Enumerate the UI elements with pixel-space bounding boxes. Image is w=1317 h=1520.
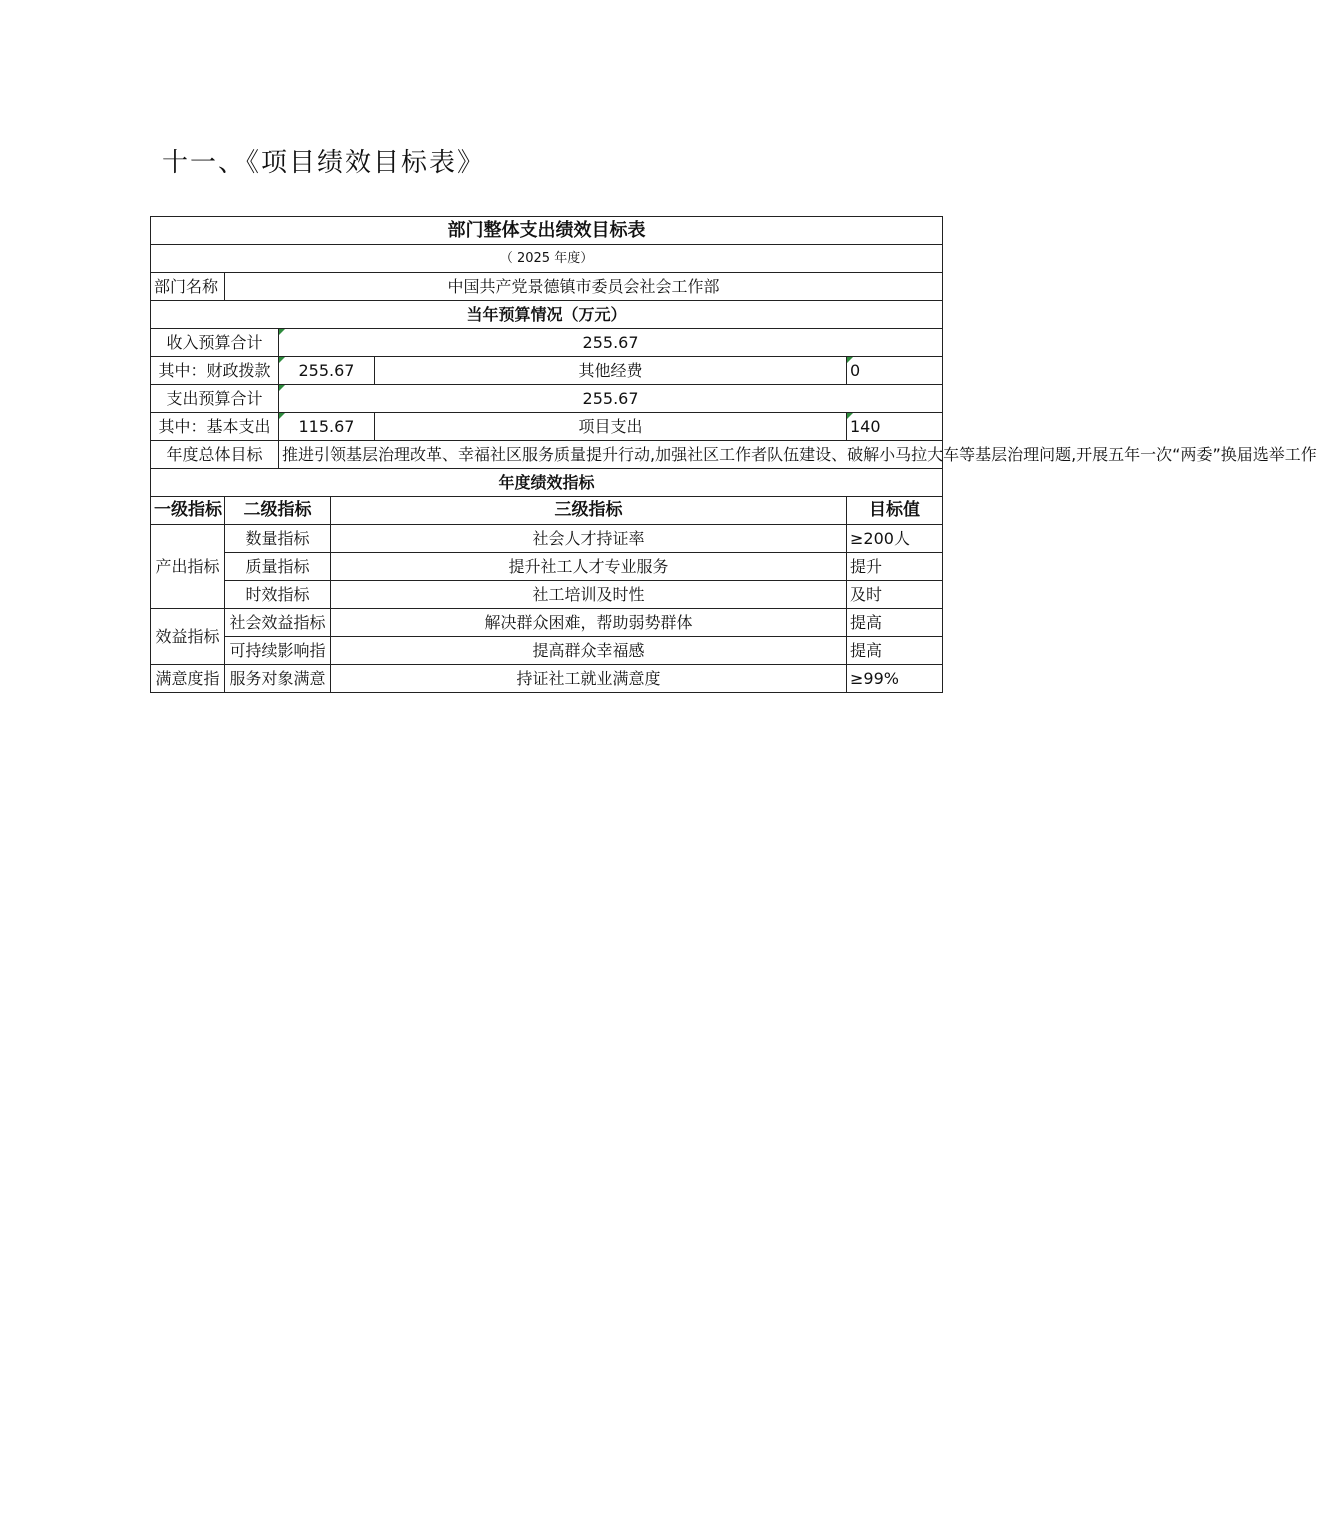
table-title: 部门整体支出绩效目标表 [151, 217, 943, 245]
level1-cell: 效益指标 [151, 609, 225, 665]
table-year: （ 2025 年度） [151, 245, 943, 273]
expense-total-label: 支出预算合计 [151, 385, 279, 413]
dept-name: 中国共产党景德镇市委员会社会工作部 [225, 273, 943, 301]
level2-cell: 数量指标 [225, 525, 331, 553]
target-cell: ≥200人 [847, 525, 943, 553]
level2-cell: 可持续影响指 [225, 637, 331, 665]
expense-total-value: 255.67 [279, 385, 943, 413]
section-heading: 十一、《项目绩效目标表》 [162, 148, 486, 178]
other-label: 其他经费 [375, 357, 847, 385]
income-total-label: 收入预算合计 [151, 329, 279, 357]
level2-cell: 质量指标 [225, 553, 331, 581]
level1-cell: 产出指标 [151, 525, 225, 609]
col-level3: 三级指标 [331, 497, 847, 525]
indicators-header: 年度绩效指标 [151, 469, 943, 497]
table-row [151, 581, 943, 609]
level3-cell: 社会人才持证率 [331, 525, 847, 553]
level2-cell: 服务对象满意 [225, 665, 331, 693]
target-cell: ≥99% [847, 665, 943, 693]
target-cell: 及时 [847, 581, 943, 609]
level3-cell: 持证社工就业满意度 [331, 665, 847, 693]
income-total-value: 255.67 [279, 329, 943, 357]
target-cell: 提高 [847, 609, 943, 637]
budget-header: 当年预算情况（万元） [151, 301, 943, 329]
goal-label: 年度总体目标 [151, 441, 279, 469]
target-cell: 提高 [847, 637, 943, 665]
level2-cell: 时效指标 [225, 581, 331, 609]
col-level2: 二级指标 [225, 497, 331, 525]
level3-cell: 提升社工人才专业服务 [331, 553, 847, 581]
col-level1: 一级指标 [151, 497, 225, 525]
basic-label: 其中：基本支出 [151, 413, 279, 441]
table-row [151, 637, 943, 665]
level1-cell: 满意度指 [151, 665, 225, 693]
table-row [151, 609, 943, 637]
target-cell: 提升 [847, 553, 943, 581]
table-row [151, 665, 943, 693]
other-value: 0 [847, 357, 943, 385]
table-row [151, 553, 943, 581]
level3-cell: 社工培训及时性 [331, 581, 847, 609]
project-value: 140 [847, 413, 943, 441]
basic-value: 115.67 [279, 413, 375, 441]
level2-cell: 社会效益指标 [225, 609, 331, 637]
project-label: 项目支出 [375, 413, 847, 441]
fiscal-label: 其中：财政拨款 [151, 357, 279, 385]
table-row [151, 525, 943, 553]
fiscal-value: 255.67 [279, 357, 375, 385]
goal-text: 推进引领基层治理改革、幸福社区服务质量提升行动,加强社区工作者队伍建设、破解小马拉大车等基层治理问题,开展五年一次“两委”换届选举工作 [279, 441, 943, 469]
dept-label: 部门名称 [151, 273, 225, 301]
col-target: 目标值 [847, 497, 943, 525]
level3-cell: 解决群众困难，帮助弱势群体 [331, 609, 847, 637]
level3-cell: 提高群众幸福感 [331, 637, 847, 665]
performance-target-table [150, 216, 1317, 693]
